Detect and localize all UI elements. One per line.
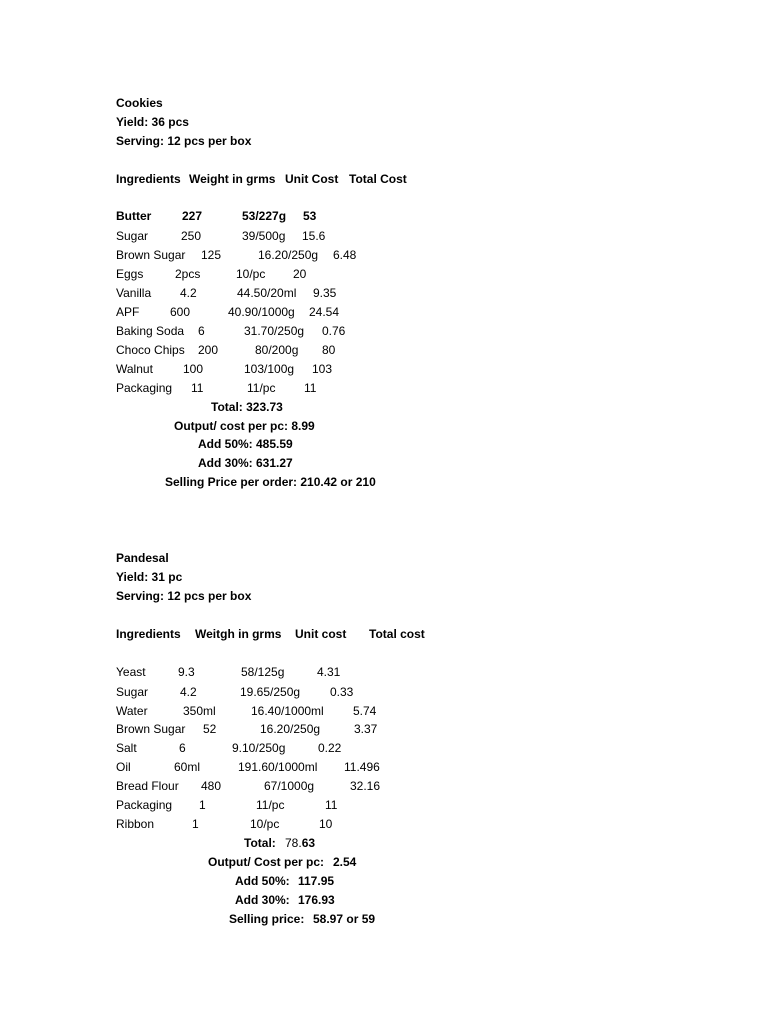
ingredient-weight: 4.2 — [180, 286, 197, 300]
ingredient-weight: 1 — [199, 798, 206, 812]
cookies-total: Total: 323.73 — [211, 400, 283, 414]
ingredient-unit-cost: 58/125g — [241, 665, 285, 679]
pandesal-add-50 — [0, 872, 768, 891]
ingredient-unit-cost: 31.70/250g — [244, 324, 305, 338]
cookies-output-value: 8.99 — [291, 419, 315, 433]
table-row — [0, 246, 768, 265]
ingredient-name: Vanilla — [116, 286, 152, 300]
ingredient-weight: 350ml — [183, 704, 216, 718]
table-row — [0, 303, 768, 322]
ingredient-total-cost: 4.31 — [317, 665, 341, 679]
ingredient-weight: 6 — [179, 741, 186, 755]
header-unit-cost: Unit Cost — [285, 172, 339, 186]
table-row — [0, 322, 768, 341]
ingredient-total-cost: 11 — [304, 381, 317, 395]
header-unit-cost: Unit cost — [295, 627, 347, 641]
ingredient-unit-cost: 11/pc — [256, 798, 285, 812]
header-weight: Weight in grms — [189, 172, 276, 186]
ingredient-total-cost: 11 — [325, 798, 338, 812]
ingredient-weight: 200 — [198, 343, 219, 357]
ingredient-weight: 600 — [170, 305, 191, 319]
ingredient-unit-cost: 16.20/250g — [260, 722, 321, 736]
table-row — [0, 663, 768, 682]
table-row — [0, 739, 768, 758]
ingredient-unit-cost: 9.10/250g — [232, 741, 286, 755]
ingredient-unit-cost: 103/100g — [244, 362, 295, 376]
ingredient-total-cost: 0.22 — [318, 741, 342, 755]
ingredient-unit-cost: 53/227g — [242, 209, 287, 223]
pandesal-title: Pandesal — [116, 551, 169, 565]
table-row — [0, 777, 768, 796]
ingredient-name: Bread Flour — [116, 779, 179, 793]
ingredient-name: Choco Chips — [116, 343, 185, 357]
ingredient-unit-cost: 39/500g — [242, 229, 286, 243]
ingredient-total-cost: 53 — [303, 209, 317, 223]
ingredient-unit-cost: 10/pc — [250, 817, 280, 831]
ingredient-name: Water — [116, 704, 148, 718]
ingredient-name: Packaging — [116, 381, 173, 395]
ingredient-total-cost: 11.496 — [344, 760, 380, 774]
cookies-title: Cookies — [116, 96, 163, 110]
ingredient-weight: 4.2 — [180, 685, 197, 699]
pandesal-add50-label: Add 50%: — [235, 874, 290, 888]
ingredient-unit-cost: 10/pc — [236, 267, 266, 281]
ingredient-name: Brown Sugar — [116, 248, 186, 262]
ingredient-unit-cost: 44.50/20ml — [237, 286, 297, 300]
ingredient-weight: 480 — [201, 779, 222, 793]
ingredient-name: Yeast — [116, 665, 146, 679]
ingredient-name: Ribbon — [116, 817, 155, 831]
table-row — [0, 379, 768, 398]
ingredient-total-cost: 5.74 — [353, 704, 377, 718]
ingredient-name: Walnut — [116, 362, 153, 376]
ingredient-total-cost: 0.33 — [330, 685, 354, 699]
ingredient-total-cost: 80 — [322, 343, 336, 357]
ingredient-total-cost: 6.48 — [333, 248, 357, 262]
table-row — [0, 796, 768, 815]
pandesal-add30-label: Add 30%: — [235, 893, 290, 907]
ingredient-unit-cost: 67/1000g — [264, 779, 315, 793]
pandesal-add30-value: 176.93 — [298, 893, 335, 907]
ingredient-name: Sugar — [116, 229, 149, 243]
ingredient-name: Packaging — [116, 798, 173, 812]
ingredient-unit-cost: 11/pc — [247, 381, 276, 395]
header-total-cost: Total cost — [369, 627, 425, 641]
cookies-yield: Yield: 36 pcs — [116, 115, 189, 129]
cookies-serving: Serving: 12 pcs per box — [116, 134, 252, 148]
cookies-output-label: Output/ cost per pc: — [174, 419, 292, 433]
ingredient-name: APF — [116, 305, 140, 319]
ingredient-total-cost: 32.16 — [350, 779, 381, 793]
table-row — [0, 284, 768, 303]
ingredient-weight: 1 — [192, 817, 199, 831]
cookies-add-30: Add 30%: 631.27 — [198, 456, 293, 470]
pandesal-output-value: 2.54 — [333, 855, 357, 869]
ingredient-weight: 125 — [201, 248, 222, 262]
table-row — [0, 265, 768, 284]
ingredient-unit-cost: 16.40/1000ml — [251, 704, 324, 718]
pandesal-yield: Yield: 31 pc — [116, 570, 183, 584]
pandesal-add50-value: 117.95 — [298, 874, 335, 888]
ingredient-unit-cost: 16.20/250g — [258, 248, 319, 262]
ingredient-weight: 2pcs — [175, 267, 201, 281]
table-row — [0, 207, 768, 226]
ingredient-weight: 11 — [191, 381, 204, 395]
ingredient-unit-cost: 19.65/250g — [240, 685, 301, 699]
pandesal-total-value-b: 63 — [301, 836, 316, 850]
ingredient-total-cost: 10 — [319, 817, 333, 831]
cookies-add-50: Add 50%: 485.59 — [198, 437, 293, 451]
ingredient-weight: 250 — [181, 229, 202, 243]
cookies-table-header — [0, 170, 768, 189]
ingredient-weight: 6 — [198, 324, 205, 338]
pandesal-selling-label: Selling price: — [229, 912, 305, 926]
ingredient-total-cost: 0.76 — [322, 324, 346, 338]
ingredient-total-cost: 24.54 — [309, 305, 340, 319]
ingredient-weight: 100 — [183, 362, 204, 376]
table-row — [0, 815, 768, 834]
ingredient-unit-cost: 80/200g — [255, 343, 299, 357]
ingredient-weight: 52 — [203, 722, 217, 736]
ingredient-name: Sugar — [116, 685, 149, 699]
pandesal-add-30 — [0, 891, 768, 910]
pandesal-output-cost — [0, 853, 768, 872]
table-row — [0, 683, 768, 702]
ingredient-weight: 9.3 — [178, 665, 195, 679]
table-row — [0, 227, 768, 246]
table-row — [0, 360, 768, 379]
cookies-output-cost — [174, 417, 315, 436]
table-row — [0, 341, 768, 360]
ingredient-name: Salt — [116, 741, 137, 755]
header-weight: Weitgh in grms — [195, 627, 282, 641]
pandesal-total — [0, 834, 768, 853]
pandesal-table-header — [0, 625, 768, 644]
ingredient-weight: 60ml — [174, 760, 201, 774]
ingredient-total-cost: 20 — [293, 267, 307, 281]
ingredient-weight: 227 — [182, 209, 203, 223]
table-row — [0, 702, 768, 721]
pandesal-total-value — [285, 834, 315, 853]
pandesal-selling-price — [0, 910, 768, 929]
header-ingredients: Ingredients — [116, 627, 181, 641]
pandesal-total-label: Total: — [244, 836, 276, 850]
ingredient-unit-cost: 191.60/1000ml — [238, 760, 318, 774]
header-total-cost: Total Cost — [349, 172, 407, 186]
table-row — [0, 720, 768, 739]
ingredient-total-cost: 9.35 — [313, 286, 337, 300]
pandesal-selling-value: 58.97 or 59 — [313, 912, 376, 926]
cookies-selling-price: Selling Price per order: 210.42 or 210 — [165, 475, 376, 489]
pandesal-output-label: Output/ Cost per pc: — [208, 855, 324, 869]
ingredient-name: Eggs — [116, 267, 144, 281]
ingredient-name: Baking Soda — [116, 324, 185, 338]
table-row — [0, 758, 768, 777]
ingredient-total-cost: 3.37 — [354, 722, 378, 736]
ingredient-total-cost: 15.6 — [302, 229, 326, 243]
ingredient-name: Brown Sugar — [116, 722, 186, 736]
header-ingredients: Ingredients — [116, 172, 181, 186]
pandesal-serving: Serving: 12 pcs per box — [116, 589, 252, 603]
ingredient-name: Oil — [116, 760, 131, 774]
ingredient-unit-cost: 40.90/1000g — [228, 305, 295, 319]
ingredient-name: Butter — [116, 209, 152, 223]
pandesal-total-value-a: 78. — [285, 836, 302, 850]
ingredient-total-cost: 103 — [312, 362, 333, 376]
